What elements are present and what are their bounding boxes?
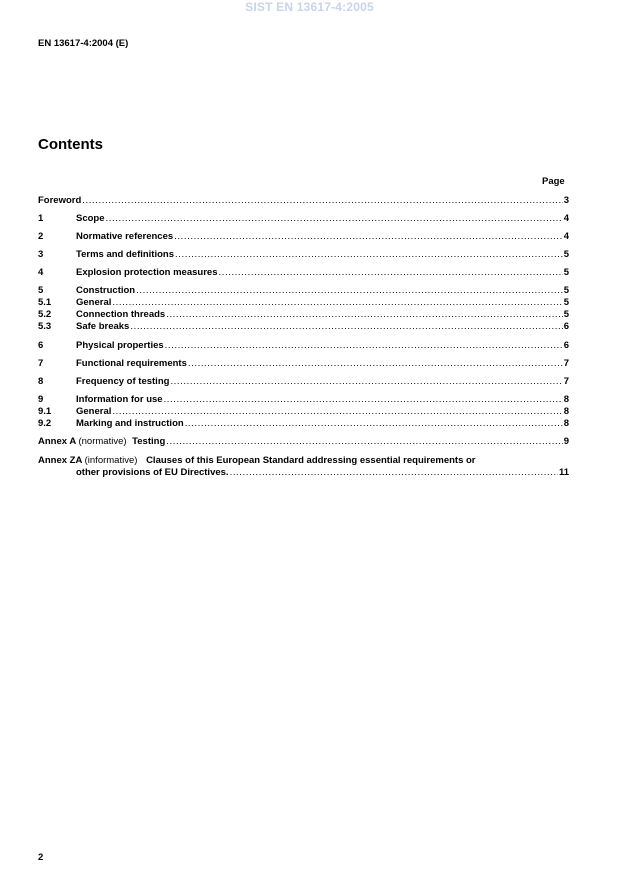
toc-number: 2 [38, 231, 44, 242]
toc-entry-connection-threads[interactable] [38, 309, 569, 320]
toc-title: General [76, 297, 112, 308]
toc-page: 4 [563, 231, 569, 242]
page-column-label: Page [542, 176, 565, 187]
toc-entry-scope[interactable] [38, 213, 569, 224]
toc-page: 3 [563, 195, 569, 206]
dot-leader [106, 213, 563, 224]
toc-entry-explosion-protection[interactable] [38, 267, 569, 278]
toc-entry-functional-requirements[interactable] [38, 358, 569, 369]
annex-title-line2: other provisions of EU Directives. [76, 467, 229, 478]
toc-number: 4 [38, 267, 44, 278]
dot-leader [188, 358, 563, 369]
toc-page: 8 [563, 418, 569, 429]
toc-number: 9.2 [38, 418, 52, 429]
dot-leader [166, 309, 563, 320]
watermark: SIST EN 13617-4:2005 [245, 0, 374, 14]
toc-entry-normative-references[interactable] [38, 231, 569, 242]
toc-entry-general-9-1[interactable] [38, 406, 569, 417]
toc-title: Normative references [76, 231, 174, 242]
toc-title: Explosion protection measures [76, 267, 218, 278]
toc-number: 5 [38, 285, 44, 296]
toc-number: 6 [38, 340, 44, 351]
dot-leader [230, 467, 558, 478]
toc-title: Information for use [76, 394, 163, 405]
toc-page: 5 [563, 285, 569, 296]
toc-title: Functional requirements [76, 358, 187, 369]
document-id: EN 13617-4:2004 (E) [38, 38, 129, 49]
toc-page: 5 [563, 249, 569, 260]
toc-number: 5.1 [38, 297, 52, 308]
page-number: 2 [38, 852, 44, 863]
annex-label: Annex A [38, 436, 76, 447]
toc-title: Terms and definitions [76, 249, 175, 260]
toc-page: 5 [563, 267, 569, 278]
dot-leader [112, 406, 562, 417]
toc-entry-construction[interactable] [38, 285, 569, 296]
toc-entry-marking-and-instruction[interactable] [38, 418, 569, 429]
dot-leader [175, 249, 563, 260]
toc-number: 5.2 [38, 309, 52, 320]
toc-title: Construction [76, 285, 136, 296]
dot-leader [174, 231, 563, 242]
toc-title: Frequency of testing [76, 376, 170, 387]
toc-page: 6 [563, 340, 569, 351]
dot-leader [218, 267, 562, 278]
dot-leader [164, 394, 563, 405]
toc-entry-safe-breaks[interactable] [38, 321, 569, 332]
annex-qualifier: (normative) [78, 436, 127, 447]
toc-page: 11 [558, 467, 569, 478]
toc-title: Scope [76, 213, 105, 224]
toc-entry-foreword[interactable] [38, 195, 569, 206]
annex-label: Annex ZA [38, 455, 82, 466]
dot-leader [166, 436, 562, 447]
toc-title: Connection threads [76, 309, 166, 320]
toc-page: 4 [563, 213, 569, 224]
toc-page: 6 [563, 321, 569, 332]
toc-number: 9 [38, 394, 44, 405]
annex-title-line1: Clauses of this European Standard addressing essential requirements or [146, 455, 476, 466]
toc-title [38, 436, 165, 447]
toc-entry-physical-properties[interactable] [38, 340, 569, 351]
toc-page: 7 [563, 358, 569, 369]
page-title: Contents [38, 136, 103, 153]
toc-entry-information-for-use[interactable] [38, 394, 569, 405]
toc-number: 5.3 [38, 321, 52, 332]
toc-page: 8 [563, 394, 569, 405]
annex-title: Testing [132, 436, 166, 447]
toc-entry-terms-and-definitions[interactable] [38, 249, 569, 260]
dot-leader [136, 285, 563, 296]
dot-leader [130, 321, 562, 332]
toc-title: Marking and instruction [76, 418, 184, 429]
toc-page: 8 [563, 406, 569, 417]
annex-qualifier: (informative) [84, 455, 138, 466]
dot-leader [82, 195, 562, 206]
toc-title: Safe breaks [76, 321, 130, 332]
toc-page: 7 [563, 376, 569, 387]
toc-entry-annex-za-line1[interactable] [38, 455, 476, 466]
toc-entry-annex-za-line2[interactable] [38, 467, 569, 478]
toc-title: Foreword [38, 195, 82, 206]
toc-number: 9.1 [38, 406, 52, 417]
dot-leader [185, 418, 563, 429]
dot-leader [170, 376, 562, 387]
dot-leader [165, 340, 563, 351]
toc-title: Physical properties [76, 340, 164, 351]
toc-number: 8 [38, 376, 44, 387]
toc-number: 7 [38, 358, 44, 369]
dot-leader [112, 297, 562, 308]
toc-entry-general[interactable] [38, 297, 569, 308]
toc-entry-frequency-of-testing[interactable] [38, 376, 569, 387]
toc-entry-annex-a[interactable] [38, 436, 569, 447]
toc-page: 5 [563, 309, 569, 320]
toc-number: 3 [38, 249, 44, 260]
toc-number: 1 [38, 213, 44, 224]
toc-page: 9 [563, 436, 569, 447]
toc-page: 5 [563, 297, 569, 308]
toc-title: General [76, 406, 112, 417]
